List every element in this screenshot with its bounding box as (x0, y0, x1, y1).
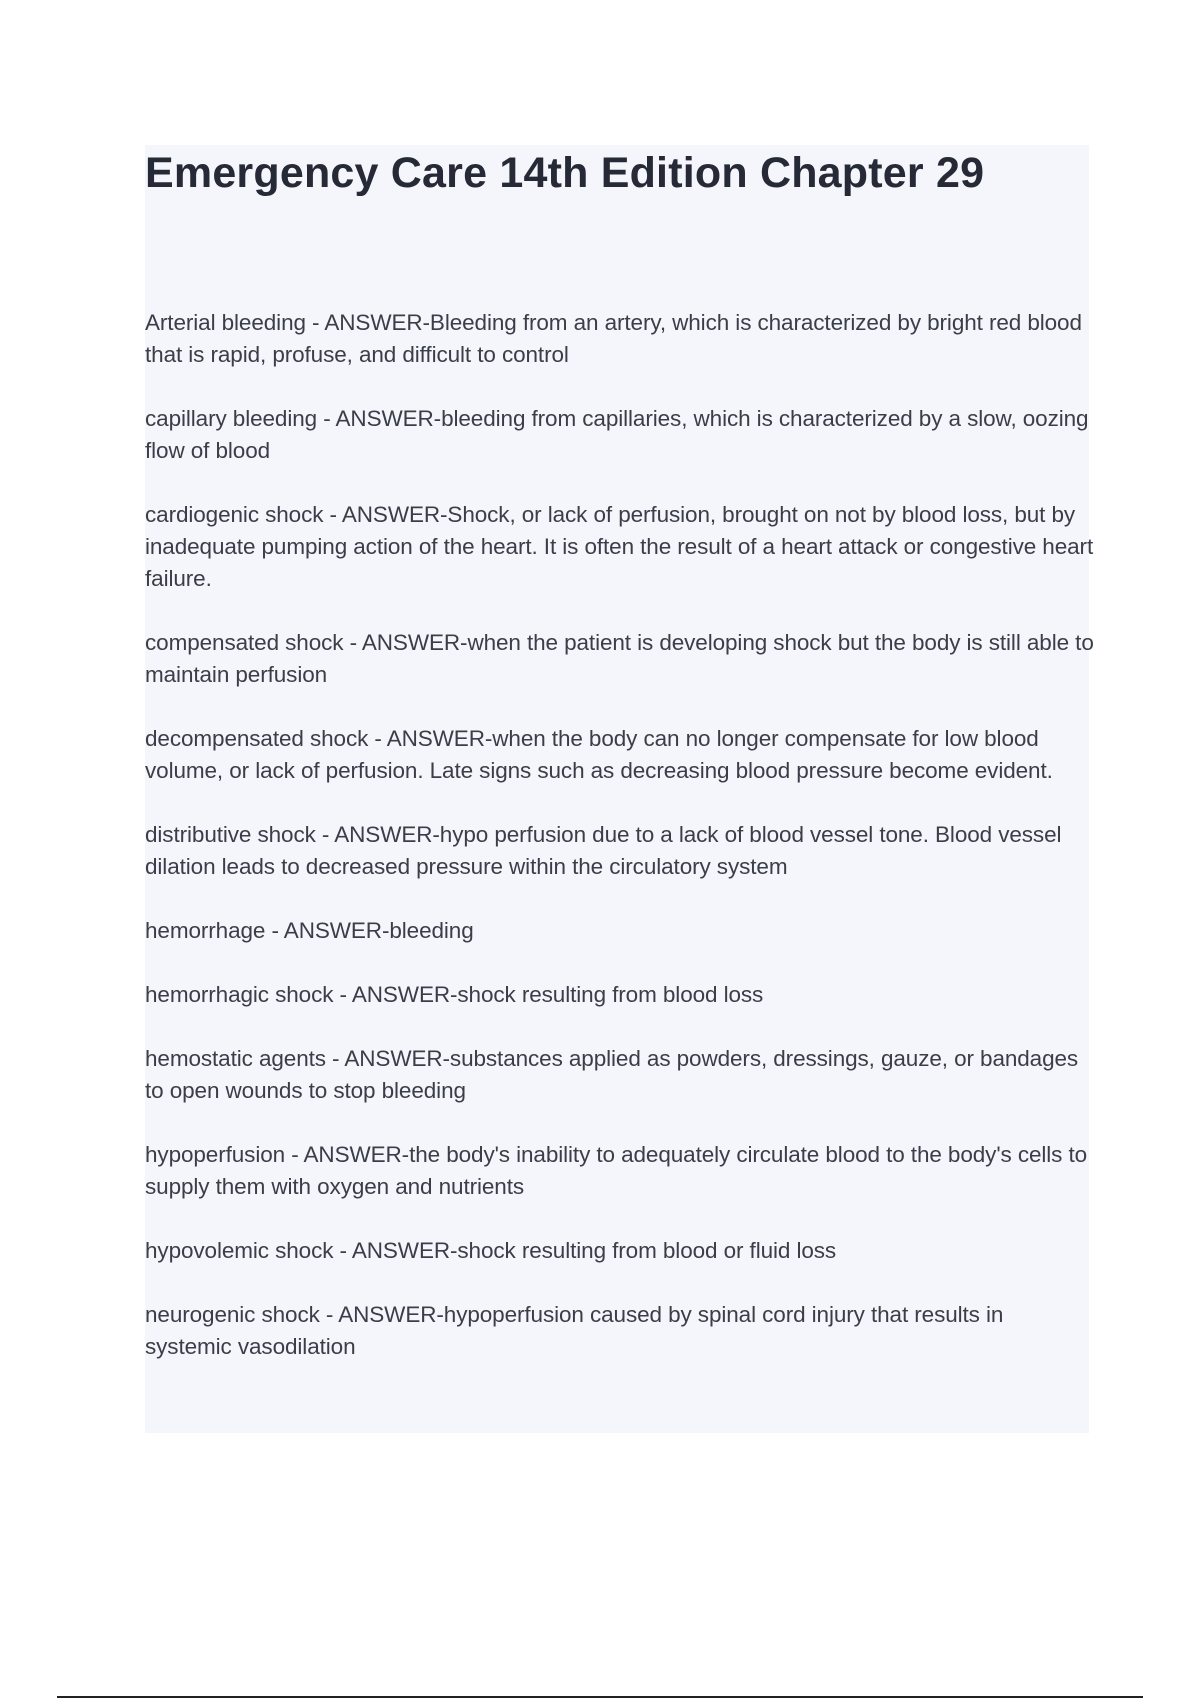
entry-separator: - ANSWER- (315, 822, 440, 847)
glossary-entry (145, 499, 1095, 595)
glossary-entry (145, 1043, 1095, 1107)
entry-term: compensated shock (145, 630, 344, 655)
glossary-entry (145, 1139, 1095, 1203)
entry-definition: substances applied as powders, dressings, gauze, or bandages to open wounds to stop bleeding (145, 1046, 1079, 1103)
entry-separator: - ANSWER- (265, 918, 390, 943)
entry-separator: - ANSWER- (333, 982, 458, 1007)
entry-term: capillary bleeding (145, 406, 318, 431)
entry-term: hypovolemic shock (145, 1238, 334, 1263)
entry-definition: bleeding (389, 918, 474, 943)
entry-term: cardiogenic shock (145, 502, 324, 527)
glossary-entry (145, 307, 1095, 371)
glossary-entry (145, 819, 1095, 883)
glossary-entry (145, 403, 1095, 467)
entry-term: Arterial bleeding (145, 310, 306, 335)
entry-definition: shock resulting from blood or fluid loss (457, 1238, 837, 1263)
entry-separator: - ANSWER- (333, 1238, 458, 1263)
entry-separator: - ANSWER- (368, 726, 493, 751)
entry-separator: - ANSWER- (317, 406, 442, 431)
entry-separator: - ANSWER- (323, 502, 448, 527)
entry-definition: Shock, or lack of perfusion, brought on not by blood loss, but by inadequate pumping action of the heart. It is often the result of a heart attack or congestive heart failure. (145, 502, 1094, 591)
glossary-entry (145, 1235, 1095, 1267)
entry-definition: hypoperfusion caused by spinal cord injury that results in systemic vasodilation (145, 1302, 1004, 1359)
entry-definition: Bleeding from an artery, which is characterized by bright red blood that is rapid, profuse, and difficult to control (145, 310, 1082, 367)
entry-term: hemostatic agents (145, 1046, 326, 1071)
entry-separator: - ANSWER- (343, 630, 468, 655)
entry-term: distributive shock (145, 822, 316, 847)
entry-term: decompensated shock (145, 726, 369, 751)
entry-definition: the body's inability to adequately circulate blood to the body's cells to supply them with oxygen and nutrients (145, 1142, 1088, 1199)
glossary-entry (145, 723, 1095, 787)
entry-definition: bleeding from capillaries, which is characterized by a slow, oozing flow of blood (145, 406, 1089, 463)
page-title: Emergency Care 14th Edition Chapter 29 (145, 149, 985, 197)
entry-term: neurogenic shock (145, 1302, 320, 1327)
entry-separator: - ANSWER- (319, 1302, 444, 1327)
footer-divider (57, 1696, 1143, 1698)
glossary-entry (145, 1299, 1095, 1363)
entry-separator: - ANSWER- (305, 310, 430, 335)
entry-term: hypoperfusion (145, 1142, 286, 1167)
entry-definition: when the patient is developing shock but the body is still able to maintain perfusion (145, 630, 1094, 687)
glossary-entry (145, 627, 1095, 691)
entry-term: hemorrhagic shock (145, 982, 334, 1007)
entry-definition: when the body can no longer compensate for low blood volume, or lack of perfusion. Late signs such as decreasing blood pressure become evident. (145, 726, 1053, 783)
entry-term: hemorrhage (145, 918, 266, 943)
glossary-entry (145, 979, 1095, 1011)
glossary-list (145, 307, 1095, 1395)
glossary-entry (145, 915, 1095, 947)
entry-separator: - ANSWER- (285, 1142, 410, 1167)
entry-separator: - ANSWER- (325, 1046, 450, 1071)
entry-definition: hypo perfusion due to a lack of blood vessel tone. Blood vessel dilation leads to decreased pressure within the circulatory system (145, 822, 1062, 879)
entry-definition: shock resulting from blood loss (457, 982, 764, 1007)
